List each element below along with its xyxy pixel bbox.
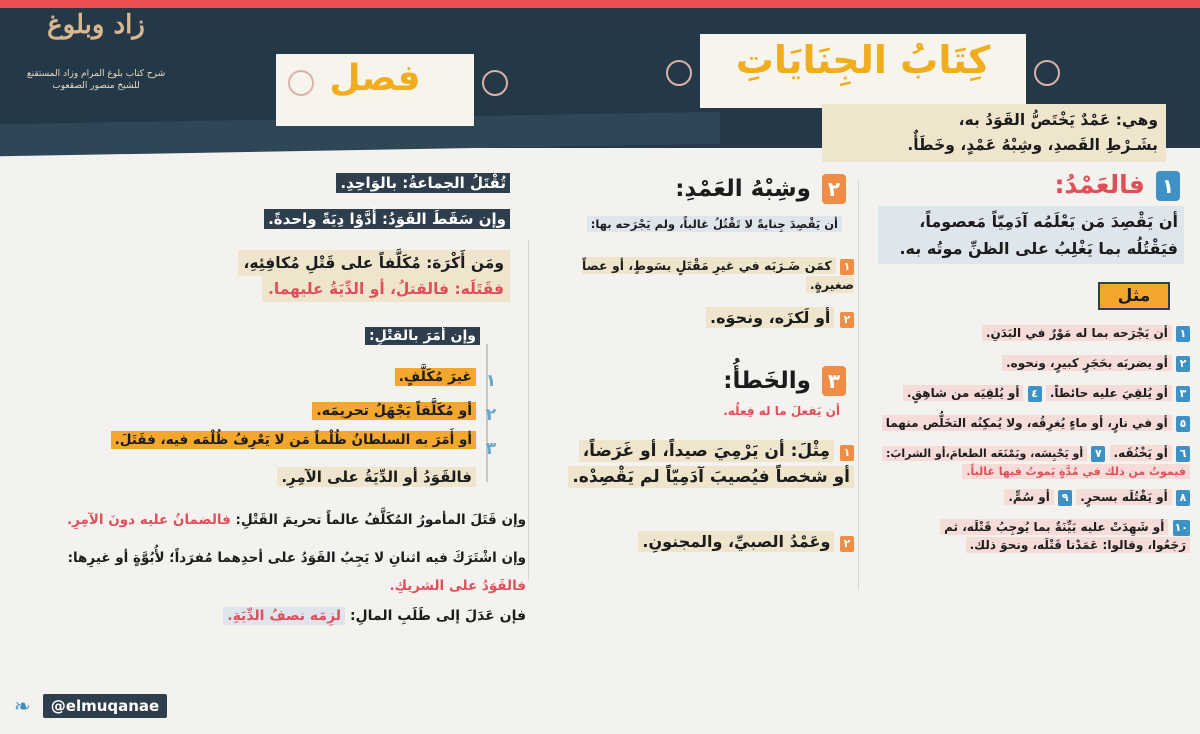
intro-box: [822, 104, 1166, 162]
list-item: [200, 360, 476, 394]
column-divider: [528, 240, 529, 580]
item-number: ١: [1176, 326, 1190, 342]
paragraph-text: وإن اشْتَرَكَ فيه اثنانِ لا يَجِبُ القَوَدُ على أحدِهما مُفرَداً؛ لأُبُوَّةٍ أو غيرِها:: [67, 550, 526, 566]
list-item: [540, 256, 854, 295]
list-item: [880, 444, 1190, 480]
amr-numbers: [476, 364, 506, 466]
intro-line: وهي: عَمْدٌ يَخْتَصُّ القَوَدُ به،: [958, 111, 1158, 129]
paragraph: [8, 544, 526, 600]
twitter-icon: ❧: [14, 694, 31, 718]
item-number: ٧: [1091, 446, 1105, 462]
list-item: [200, 394, 476, 428]
paragraph-text: لزِمَه نصفُ الدِّيَةِ.: [223, 607, 345, 625]
list-item: [880, 518, 1190, 555]
amr-title: وإن أَمَرَ بالقتْلِ:: [365, 327, 480, 345]
item-text: أو في نارٍ، أو ماءٍ يُغرِقُه، ولا يُمكِنُه التخَلُّص منهما: [882, 415, 1172, 431]
item-number: ٢: [1176, 356, 1190, 372]
section-title: فصل: [329, 58, 421, 99]
khata-number: ٣: [822, 366, 846, 396]
fasl-text: تُقْتَلُ الجماعةُ: بالوَاحِدِ.: [336, 173, 510, 193]
column-divider: [858, 180, 859, 590]
item-text: أو يُلقِيَ عليه حائطاً.: [1046, 385, 1172, 401]
amr-items: [200, 360, 476, 428]
item-text: أو مُكَلَّفاً يَجْهَلُ تحريمَه.: [312, 402, 476, 420]
paragraph-text: فالضمانُ عليه دونَ الآمِرِ.: [66, 512, 231, 528]
list-item: [880, 488, 1190, 510]
result-text: فالقَوَدُ أو الدِّيَةُ على الآمِرِ.: [277, 467, 476, 487]
item-text: أو يضربَه بحَجَرٍ كبيرٍ، ونحوه.: [1002, 355, 1172, 371]
item-number: ٩: [1058, 490, 1072, 506]
examples-label: مثل: [1098, 282, 1170, 310]
shibh-definition: [540, 216, 842, 234]
item-text: أو يَقْتُلَه بسحرٍ.: [1076, 489, 1172, 505]
definition-line: فيَقْتُلُه بما يَغْلِبُ على الظنِّ موتُه به.: [899, 239, 1178, 258]
item-number: ٣: [1176, 386, 1190, 402]
fasl-line: [240, 172, 510, 195]
item-number: ١٠: [1174, 520, 1188, 534]
item-text: فيموتُ من ذلك في مُدَّةٍ يَموتُ فيها غالباً.: [962, 464, 1190, 479]
item-text: أو يَخْنُقَه.: [1110, 445, 1172, 461]
twitter-handle[interactable]: @elmuqanae: [43, 694, 167, 718]
item-text: أو يُلقِيَه من شاهِقٍ.: [903, 385, 1024, 401]
item-text: أو شخصاً فيُصيبَ آدَمِيّاً لم يَقْصِدْه.: [568, 466, 854, 488]
paragraph-text: وإن قَتَلَ المأمورُ المُكَلَّفُ عالماً تحريمَ القَتْلِ:: [235, 512, 526, 528]
paragraph: [14, 512, 526, 528]
amr-heading: [300, 326, 480, 348]
list-item: [880, 324, 1190, 346]
fasl-line: [200, 208, 510, 231]
item-text: رَجَعُوا، وقالوا: عَمَدْنا قَتْلَه، ونحوَ ذلك.: [966, 537, 1190, 553]
khata-heading: [560, 366, 846, 396]
item-text: أن يَجْرَحه بما له مَوْرٌ في البَدَنِ.: [982, 325, 1172, 341]
item-number: ٤: [1028, 386, 1042, 402]
list-item: [540, 438, 854, 491]
item-number: ٢: [840, 312, 854, 328]
list-item: [540, 306, 854, 331]
page-title: كِتَابُ الجِنَايَاتِ: [735, 38, 991, 82]
paragraph: [100, 606, 526, 628]
amd-number: ١: [1156, 171, 1180, 201]
ornament-icon: [1034, 60, 1060, 86]
item-text: أو سُمٍّ.: [1004, 489, 1054, 505]
item-text: أو لَكزَه، ونحوَه.: [706, 307, 834, 328]
header-stripe: [0, 0, 1200, 8]
intro-line: بشَـرْطِ القَصدِ، وشِبْهُ عَمْدٍ، وخَطَأٌ.: [907, 136, 1158, 154]
item-text: غيرَ مُكَلَّفٍ.: [395, 368, 476, 386]
definition-text: أن يَقْصِدَ جِنايةً لا تَقْتُلُ غالباً، ولم يَجْرَحه بها:: [587, 216, 842, 232]
list-item: [20, 430, 476, 451]
logo-subtitle: شرح كتاب بلوغ المرام وزاد المستقنع للشيخ منصور الصقعوب: [26, 69, 166, 91]
amd-title: فالعَمْدُ:: [1054, 170, 1145, 199]
item-text: أو يَحْبِسَه، ويَمْنَعَه الطعامَ،أو الشرابَ:: [882, 446, 1087, 461]
list-item: [880, 384, 1190, 406]
item-text: أو شَهِدَتْ عليه بَيِّنَةٌ بما يُوجِبُ قَتْلَه، ثم: [940, 519, 1168, 535]
shibh-heading: [560, 174, 846, 204]
shibh-number: ٢: [822, 174, 846, 204]
item-number: ٢: [840, 536, 854, 552]
paragraph-text: فإن عَدَلَ إلى طَلَبِ المالِ:: [349, 608, 526, 624]
paragraph-text: فالقَوَدُ على الشريكِ.: [389, 578, 526, 594]
list-item: [880, 414, 1190, 436]
ornament-icon: [288, 70, 314, 96]
khata-definition: أن يَفعلَ ما له فِعلُه.: [723, 404, 840, 418]
fasl-text: وإن سَقَطَ القَوَدُ: أَدَّوْا دِيَةً واحدةً.: [264, 209, 510, 229]
definition-line: أن يَقْصِدَ مَن يَعْلَمُه آدَمِيّاً مَعصوماً،: [919, 212, 1178, 231]
item-number: ١: [840, 445, 854, 461]
list-item: [540, 530, 854, 555]
fasl-text: ومَن أَكْرَهَ: مُكَلَّفاً على قَتْلِ مُكافِئِهِ،: [238, 250, 511, 276]
footer: [14, 692, 167, 720]
amd-definition: [878, 206, 1184, 264]
shibh-title: وشِبْهُ العَمْدِ:: [675, 176, 811, 202]
item-number: ٥: [1176, 416, 1190, 432]
ornament-icon: [482, 70, 508, 96]
item-number: ٢: [485, 405, 497, 425]
amd-heading: [870, 170, 1180, 201]
item-text: أو أَمَرَ به السلطانُ ظُلْماً مَن لا يَعْرِفُ ظُلْمَه فيه، فقَتَلَ.: [111, 431, 476, 449]
item-number: ٦: [1176, 446, 1190, 462]
item-number: ١: [485, 371, 497, 391]
item-text: مِثْلَ: أن يَرْمِيَ صيداً، أو غَرَضاً،: [579, 440, 834, 462]
khata-title: والخَطأُ:: [723, 368, 811, 394]
item-number: ٨: [1176, 490, 1190, 506]
fasl-text: فقَتَلَه: فالقتلُ، أو الدِّيَةُ عليهما.: [262, 276, 510, 302]
item-text: كمَن ضَـرَبَه في غيرِ مَقْتَلٍ بسَوطٍ، أو عصاً صغيرةٍ.: [582, 258, 854, 293]
amr-result: [200, 466, 476, 489]
ornament-icon: [666, 60, 692, 86]
item-number: ٣: [485, 439, 497, 459]
item-number: ١: [840, 259, 854, 275]
fasl-block: [220, 250, 510, 302]
list-item: [880, 354, 1190, 376]
amd-examples: [880, 324, 1190, 555]
item-text: وعَمْدُ الصبيِّ، والمجنونِ.: [638, 531, 834, 552]
logo: زاد وبلوغ: [47, 10, 145, 40]
